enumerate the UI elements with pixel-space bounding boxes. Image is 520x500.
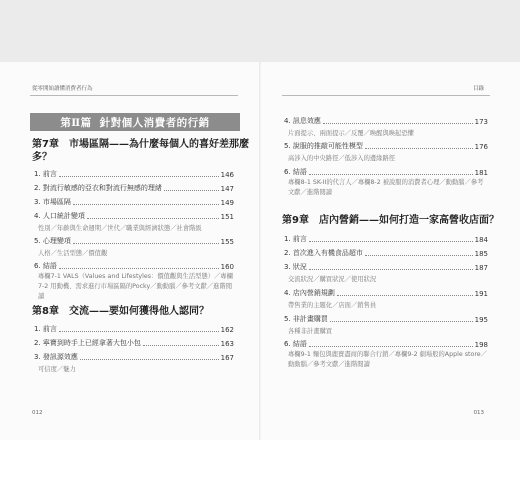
- toc-entry[interactable]: 3. 狀況 187: [284, 263, 488, 272]
- toc-entry[interactable]: 5. 心理變項 155: [34, 237, 234, 246]
- running-head-right: 目錄: [472, 86, 484, 92]
- viewer-bottom-area: [0, 440, 520, 500]
- header-rule-right: [282, 95, 490, 96]
- toc-entry[interactable]: 4. 訊息效應 173: [284, 117, 488, 126]
- toc-subtopics: 片面提示、兩面提示／反覆／喚醒與喚起恐懼: [288, 130, 414, 137]
- toc-entry[interactable]: 1. 前言 184: [284, 235, 488, 244]
- chapter-8-title: 第8章 交流——要如何獲得他人認同？: [32, 306, 209, 317]
- part-title: 針對個人消費者的行銷: [99, 116, 210, 129]
- toc-subtopics: 性別／年齡與生命週期／世代／職業與經濟狀態／社會階級: [38, 225, 202, 232]
- chapter-9-title: 第9章 店內營銷——如何打造一家高營收店面？: [282, 215, 499, 226]
- header-rule-left: [30, 95, 238, 96]
- page-number-right: 013: [473, 410, 484, 416]
- left-page: [0, 62, 260, 440]
- toc-subtopics: 專欄7-1 VALS（Values and Lifestyles：價值觀與生活型態）／專欄7-2 用動機、需求進行市場區隔的Pocky／動動腦／參考文獻／進階閱讀: [38, 273, 233, 300]
- toc-subtopics: 高涉入的中央路徑／低涉入的邊緣路徑: [288, 155, 396, 162]
- toc-subtopics: 專欄8-1 SK-II的代言人／專欄8-2 被說服的消費者心理／動動腦／參考文獻／進階閱讀: [288, 179, 484, 196]
- toc-subtopics: 人格／生活型態／價值觀: [38, 250, 108, 257]
- part-title-banner: [30, 113, 240, 131]
- viewer-top-bar: [0, 0, 520, 62]
- toc-entry[interactable]: 2. 首次進入有機食品超市 185: [284, 249, 488, 258]
- toc-entry[interactable]: 2. 對流行敏感的亞衣和對流行無感的理緒 147: [34, 184, 234, 193]
- running-head-left: 從零開始讀懂消費者行為: [32, 86, 93, 92]
- right-page: [260, 62, 520, 440]
- toc-entry[interactable]: 6. 結語 181: [284, 168, 488, 177]
- toc-subtopics: 交流狀況／購買狀況／使用狀況: [288, 276, 377, 283]
- toc-subtopics: 帶售業的主題化／店面／銷售員: [288, 302, 377, 309]
- part-number: 第Ⅱ篇: [60, 116, 92, 129]
- page-number-left: 012: [32, 410, 43, 416]
- chapter-7-title-line1: 第7章 市場區隔——為什麼每個人的喜好差那麼: [32, 139, 249, 150]
- toc-entry[interactable]: 4. 店內營銷規劃 191: [284, 289, 488, 298]
- toc-entry[interactable]: 6. 結語 160: [34, 262, 234, 271]
- chapter-7-title-line2: 多？: [32, 152, 52, 163]
- toc-entry[interactable]: 4. 人口統計變項 151: [34, 212, 234, 221]
- toc-entry[interactable]: 6. 結語 198: [284, 340, 488, 349]
- toc-entry[interactable]: 3. 發訊源效應 167: [34, 353, 234, 362]
- toc-entry[interactable]: 2. 寧寶到時手上已經拿著大包小包 163: [34, 339, 234, 348]
- toc-entry[interactable]: 1. 前言 162: [34, 325, 234, 334]
- toc-entry[interactable]: 5. 說服的推敲可能性模型 176: [284, 142, 488, 151]
- toc-subtopics: 可信度／魅力: [38, 366, 76, 373]
- toc-entry[interactable]: 3. 市場區隔 149: [34, 198, 234, 207]
- toc-entry[interactable]: 1. 前言 146: [34, 170, 234, 179]
- toc-subtopics: 各種非計畫購買: [288, 328, 333, 335]
- toc-subtopics: 專欄9-1 麵包與鹿寶盡商的聯合行銷／專欄9-2 劇場般的Apple store／動動腦／參考文獻／進階閱讀: [288, 351, 487, 368]
- toc-entry[interactable]: 5. 非計畫購買 195: [284, 315, 488, 324]
